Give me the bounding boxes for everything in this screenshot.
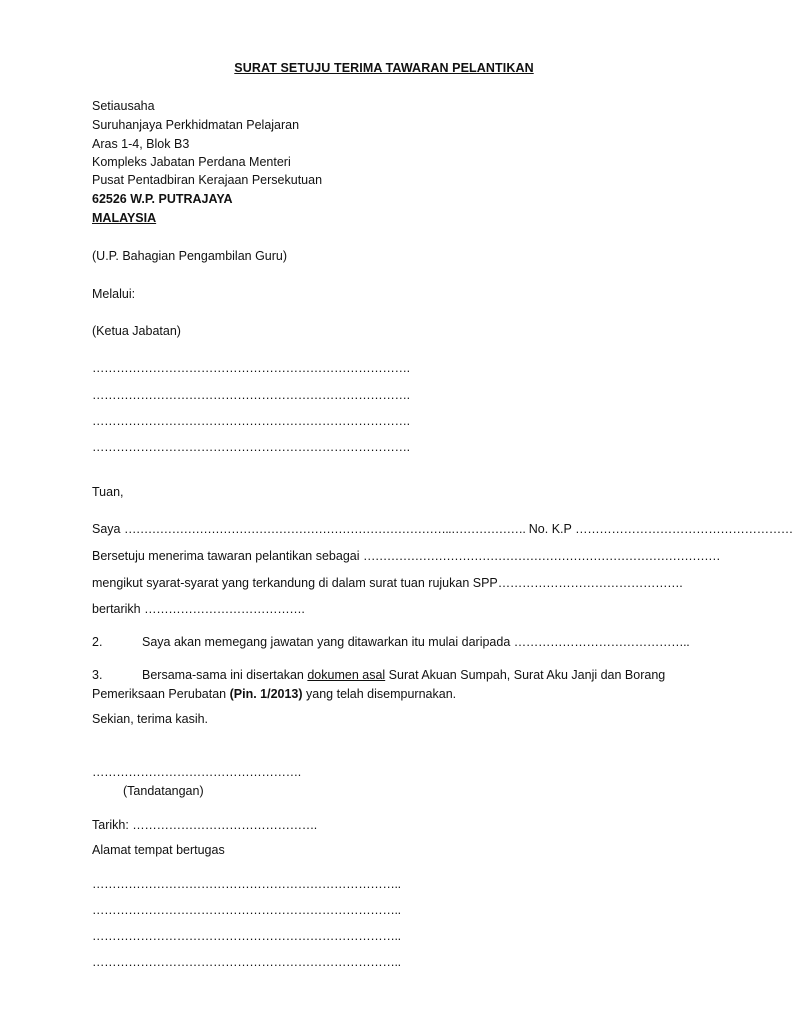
- paragraph-3-text-a: Bersama-sama ini disertakan: [142, 668, 308, 682]
- reference-blank: ……………………………………….: [497, 576, 683, 590]
- name-blank: ………………………………………………………………………..……………….: [123, 522, 526, 536]
- department-blank-1: …………………………………………………………………….: [92, 361, 410, 375]
- date-line: [92, 818, 317, 833]
- name-label: Saya: [92, 522, 124, 536]
- address-line-2: Suruhanjaya Perkhidmatan Pelajaran: [92, 118, 300, 132]
- address-line-3: Aras 1-4, Blok B3: [92, 137, 190, 151]
- dated-text: bertarikh: [92, 602, 145, 616]
- workplace-blank-1: …………………………………………………………………..: [92, 877, 401, 891]
- paragraph-2-number: 2.: [92, 635, 103, 649]
- ic-blank: ………………………………………………: [575, 522, 793, 536]
- address-line-5: Pusat Pentadbiran Kerajaan Persekutuan: [92, 173, 323, 187]
- address-line-7: MALAYSIA: [92, 211, 157, 225]
- agree-line: [92, 549, 720, 564]
- address-line-4: Kompleks Jabatan Perdana Menteri: [92, 155, 291, 169]
- paragraph-2: [92, 635, 689, 650]
- paragraph-3-number: 3.: [92, 668, 103, 682]
- signature-label: (Tandatangan): [123, 784, 204, 798]
- signature-blank: …………………………………………….: [92, 765, 301, 779]
- department-blank-2: …………………………………………………………………….: [92, 388, 410, 402]
- workplace-label: Alamat tempat bertugas: [92, 843, 225, 857]
- workplace-blank-2: …………………………………………………………………..: [92, 903, 401, 917]
- dated-blank: ………………………………….: [144, 602, 305, 616]
- agree-text: Bersetuju menerima tawaran pelantikan sebagai: [92, 549, 363, 563]
- paragraph-3-line-2-b: yang telah disempurnakan.: [302, 687, 457, 701]
- department-blank-4: …………………………………………………………………….: [92, 440, 410, 454]
- circular-reference: (Pin. 1/2013): [229, 687, 303, 701]
- address-line-6: 62526 W.P. PUTRAJAYA: [92, 192, 233, 206]
- address-line-1: Setiausaha: [92, 99, 155, 113]
- paragraph-2-text: Saya akan memegang jawatan yang ditawarkan itu mulai daripada: [142, 635, 514, 649]
- attention-line: (U.P. Bahagian Pengambilan Guru): [92, 249, 288, 263]
- date-blank: ……………………………………….: [132, 818, 317, 832]
- reference-text: mengikut syarat-syarat yang terkandung di dalam surat tuan rujukan SPP: [92, 576, 498, 590]
- start-date-blank: ……………………………………..: [513, 635, 690, 649]
- workplace-blank-4: …………………………………………………………………..: [92, 955, 401, 969]
- salutation: Tuan,: [92, 485, 124, 499]
- through-label: Melalui:: [92, 287, 136, 301]
- reference-line: [92, 576, 682, 591]
- closing-line: Sekian, terima kasih.: [92, 712, 209, 726]
- paragraph-3-line-2: [92, 687, 456, 702]
- ic-label: No. K.P: [525, 522, 576, 536]
- head-of-department: (Ketua Jabatan): [92, 324, 181, 338]
- dated-line: [92, 602, 304, 617]
- date-label: Tarikh:: [92, 818, 133, 832]
- original-documents-text: dokumen asal: [307, 668, 386, 682]
- letter-title: SURAT SETUJU TERIMA TAWARAN PELANTIKAN: [234, 61, 534, 75]
- paragraph-3-line-2-a: Pemeriksaan Perubatan: [92, 687, 230, 701]
- paragraph-3-line-1: [92, 668, 665, 683]
- name-line: [92, 522, 793, 537]
- department-blank-3: …………………………………………………………………….: [92, 414, 410, 428]
- paragraph-3-text-b: Surat Akuan Sumpah, Surat Aku Janji dan Borang: [385, 668, 666, 682]
- workplace-blank-3: …………………………………………………………………..: [92, 929, 401, 943]
- position-blank: ………………………………………………………………………………: [363, 549, 721, 563]
